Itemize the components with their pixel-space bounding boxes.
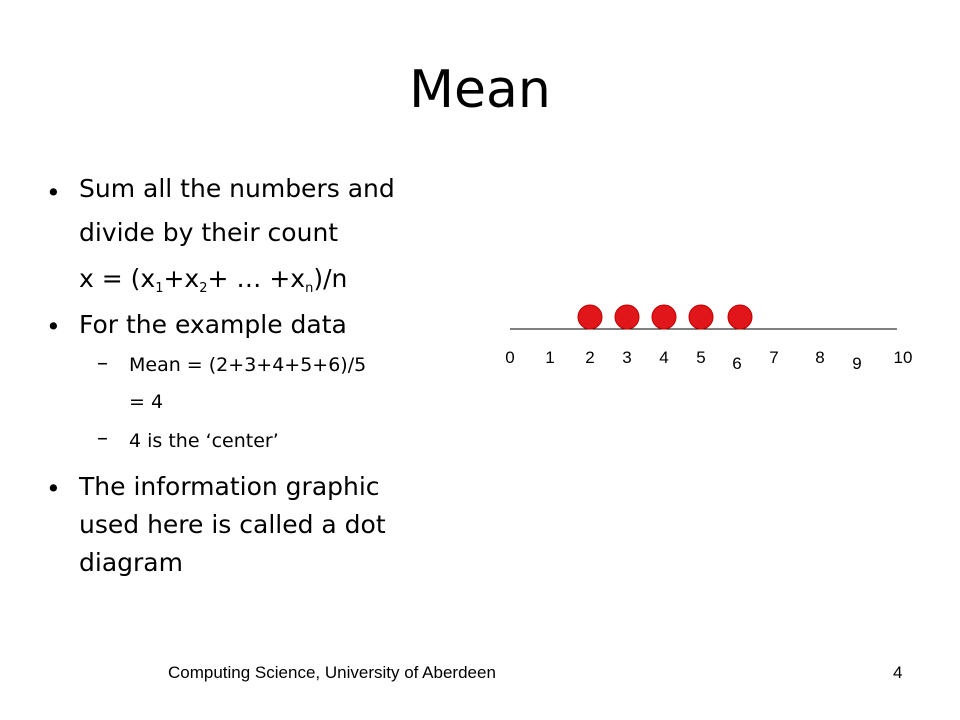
tick-label-4: 4 xyxy=(659,348,669,367)
mean-calculation: Mean = (2+3+4+5+6)/5 xyxy=(129,354,367,376)
data-dot-6 xyxy=(728,305,752,329)
formula-middle: + … +x xyxy=(207,264,306,293)
dash-marker: – xyxy=(97,351,108,376)
data-dot-2 xyxy=(578,305,602,329)
dash-marker: – xyxy=(97,426,108,451)
formula-sub-n: n xyxy=(305,281,314,296)
formula-sub-2: 2 xyxy=(199,281,208,296)
tick-label-3: 3 xyxy=(622,348,632,367)
bullet-3-line-1: The information graphic xyxy=(79,472,380,501)
tick-label-5: 5 xyxy=(696,348,706,367)
bullet-1-line-2: divide by their count xyxy=(79,218,339,247)
center-note: 4 is the ‘center’ xyxy=(129,430,279,452)
mean-result: = 4 xyxy=(129,391,164,413)
data-dot-3 xyxy=(615,305,639,329)
bullet-2-line-1: For the example data xyxy=(79,310,347,339)
tick-label-9: 9 xyxy=(852,354,862,373)
formula-suffix: )/n xyxy=(313,264,348,293)
bullet-marker: • xyxy=(46,312,61,341)
slide-title: Mean xyxy=(409,60,551,120)
bullet-marker: • xyxy=(46,474,61,503)
footer-source: Computing Science, University of Aberdeen xyxy=(168,663,496,682)
tick-label-0: 0 xyxy=(505,348,515,367)
bullet-marker: • xyxy=(46,178,61,207)
bullet-3-line-2: used here is called a dot xyxy=(79,510,386,539)
page-number: 4 xyxy=(893,663,903,682)
tick-label-6: 6 xyxy=(732,354,742,373)
tick-label-2: 2 xyxy=(585,348,595,367)
formula-plus: +x xyxy=(163,264,200,293)
bullet-1-line-1: Sum all the numbers and xyxy=(79,174,395,203)
formula-sub-1: 1 xyxy=(155,281,164,296)
data-dot-5 xyxy=(689,305,713,329)
formula-prefix: x = (x xyxy=(79,264,156,293)
tick-label-7: 7 xyxy=(769,348,779,367)
tick-label-8: 8 xyxy=(815,348,825,367)
data-dot-4 xyxy=(652,305,676,329)
tick-label-1: 1 xyxy=(545,348,555,367)
bullet-3-line-3: diagram xyxy=(79,548,183,577)
tick-label-10: 10 xyxy=(893,348,913,367)
